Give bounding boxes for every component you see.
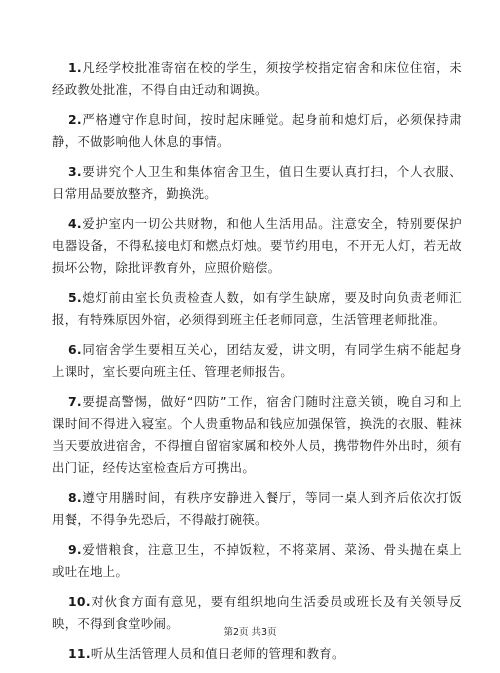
rule-number: 9. [68, 542, 82, 557]
rule-text: 要提高警惕，做好“四防”工作，宿舍门随时注意关锁，晚自习和上课时间不得进入寝室。个人贵重物品和钱应加强保管，换洗的衣服、鞋袜当天要放进宿舍，不得擅自留宿家属和校外人员，携带物件外出时，须有出门证，经传达室检查后方可携出。 [52, 394, 462, 475]
rule-number: 3. [68, 164, 82, 179]
rule-number: 7. [68, 394, 82, 409]
rule-paragraph-3 [52, 161, 462, 205]
rule-paragraph-8 [52, 487, 462, 531]
rule-text: 爱惜粮食，注意卫生，不掉饭粒，不将菜屑、菜汤、骨头抛在桌上或吐在地上。 [52, 542, 462, 579]
rule-number: 1. [68, 60, 82, 75]
rule-paragraph-1 [52, 57, 462, 101]
rule-paragraph-4 [52, 213, 462, 279]
rule-text: 严格遵守作息时间，按时起床睡觉。起身前和熄灯后，必须保持肃静，不做影响他人休息的事情。 [52, 112, 462, 149]
rule-text: 对伙食方面有意见，要有组织地向生活委员或班长及有关领导反映，不得到食堂吵闹。 [52, 594, 462, 631]
rule-paragraph-2 [52, 109, 462, 153]
rule-number: 5. [68, 290, 82, 305]
rule-text: 遵守用膳时间，有秩序安静进入餐厅，等同一桌人到齐后依次打饭用餐，不得争先恐后，不得敲打碗筷。 [52, 490, 462, 527]
rule-text: 爱护室内一切公共财物，和他人生活用品。注意安全，特别要保护电器设备，不得私接电灯和燃点灯烛。要节约用电，不开无人灯，若无故损坏公物，除批评教育外，应照价赔偿。 [52, 216, 462, 275]
document-body [52, 57, 462, 673]
page-footer: 第2页 共3页 [223, 627, 277, 638]
rule-number: 10. [68, 594, 91, 609]
rule-number: 6. [68, 342, 82, 357]
rule-text: 要讲究个人卫生和集体宿舍卫生，值日生要认真打扫，个人衣服、日常用品要放整齐，勤换洗。 [52, 164, 462, 201]
rule-number: 8. [68, 490, 82, 505]
rule-paragraph-9 [52, 539, 462, 583]
rule-number: 2. [68, 112, 82, 127]
rule-number: 4. [68, 216, 82, 231]
rule-paragraph-6 [52, 339, 462, 383]
rule-text: 听从生活管理人员和值日老师的管理和教育。 [90, 646, 345, 661]
rule-paragraph-5 [52, 287, 462, 331]
rule-paragraph-11 [52, 643, 462, 665]
rule-paragraph-7 [52, 391, 462, 479]
rule-number: 11. [68, 646, 91, 661]
rule-text: 熄灯前由室长负责检查人数，如有学生缺席，要及时向负责老师汇报，有特殊原因外宿，必须得到班主任老师同意，生活管理老师批准。 [52, 290, 462, 327]
rule-text: 同宿舍学生要相互关心，团结友爱，讲文明，有同学生病不能起身上课时，室长要向班主任、管理老师报告。 [52, 342, 462, 379]
rule-text: 凡经学校批准寄宿在校的学生，须按学校指定宿舍和床位住宿，未经政教处批准，不得自由迁动和调换。 [52, 60, 462, 97]
